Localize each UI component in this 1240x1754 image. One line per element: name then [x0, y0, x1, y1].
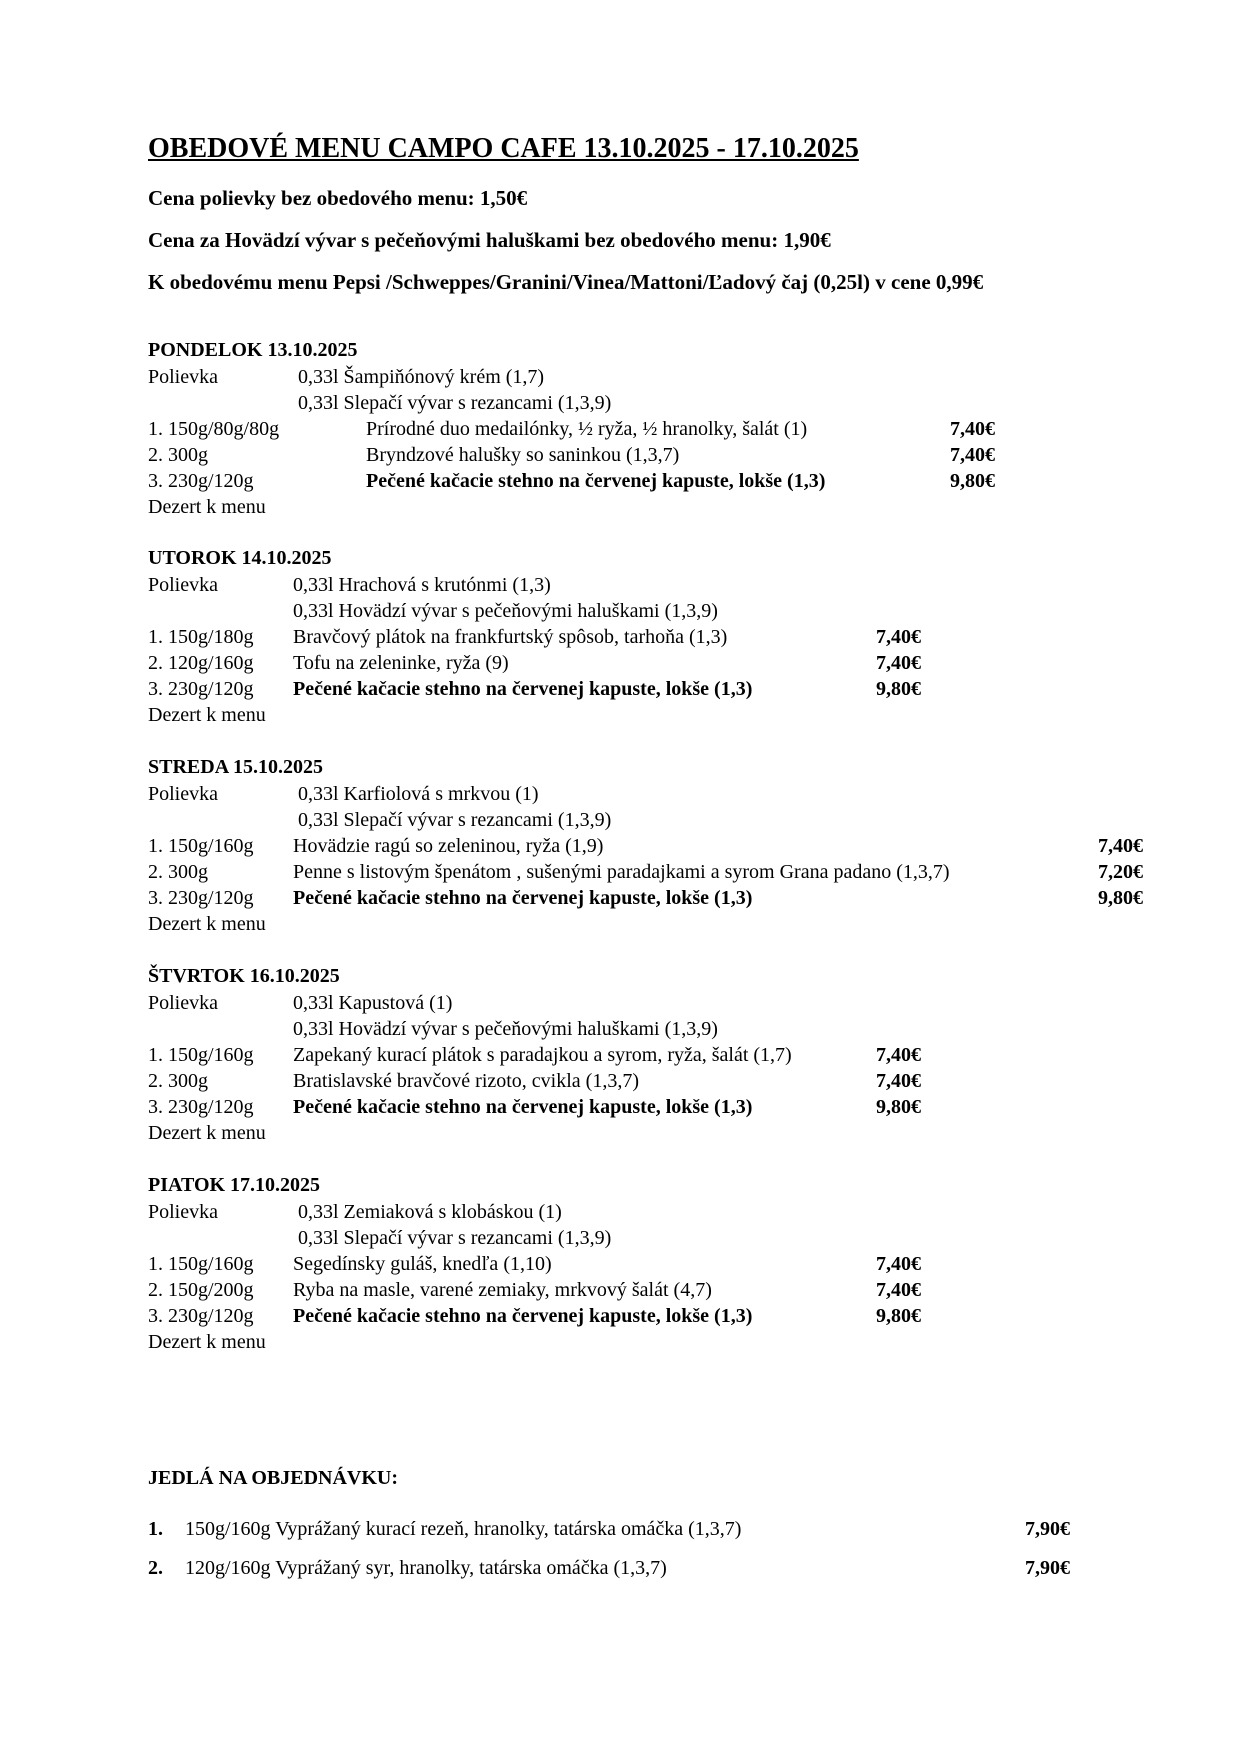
menu-item-weight: 230g/120g [168, 887, 254, 909]
order-item-number: 2. [148, 1557, 163, 1579]
order-item-price: 7,90€ [1025, 1518, 1070, 1540]
day-title: PIATOK 17.10.2025 [148, 1174, 321, 1196]
dessert-note: Dezert k menu [148, 913, 266, 935]
menu-item-name: Bryndzové halušky so saninkou (1,3,7) [366, 444, 680, 466]
soup-item: 0,33l Karfiolová s mrkvou (1) [298, 783, 539, 805]
drink-offer-note: K obedovému menu Pepsi /Schweppes/Granini/Vinea/Mattoni/Ľadový čaj (0,25l) v cene 0,99€ [148, 270, 984, 294]
day-title: PONDELOK 13.10.2025 [148, 339, 358, 361]
menu-item-name: Ryba na masle, varené zemiaky, mrkvový šalát (4,7) [293, 1279, 712, 1301]
menu-item-number: 2. [148, 444, 163, 466]
dessert-note: Dezert k menu [148, 496, 266, 518]
day-title: STREDA 15.10.2025 [148, 756, 324, 778]
soup-label: Polievka [148, 366, 218, 388]
menu-item-price: 7,40€ [1098, 835, 1143, 857]
dessert-note: Dezert k menu [148, 1331, 266, 1353]
soup-label: Polievka [148, 574, 218, 596]
menu-item-number: 1. [148, 418, 163, 440]
soup-item: 0,33l Kapustová (1) [293, 992, 453, 1014]
menu-item-price: 7,40€ [876, 1253, 921, 1275]
menu-item-weight: 150g/200g [168, 1279, 254, 1301]
menu-item-weight: 150g/160g [168, 1044, 254, 1066]
menu-item-name: Zapekaný kurací plátok s paradajkou a syrom, ryža, šalát (1,7) [293, 1044, 792, 1066]
soup-item: 0,33l Hrachová s krutónmi (1,3) [293, 574, 551, 596]
menu-item-weight: 150g/80g/80g [168, 418, 280, 440]
soup-item: 0,33l Slepačí vývar s rezancami (1,3,9) [298, 392, 612, 414]
soup-label: Polievka [148, 1201, 218, 1223]
soup-item: 0,33l Slepačí vývar s rezancami (1,3,9) [298, 809, 612, 831]
menu-item-number: 2. [148, 652, 163, 674]
menu-item-number: 1. [148, 1253, 163, 1275]
menu-item-number: 1. [148, 626, 163, 648]
day-title: UTOROK 14.10.2025 [148, 547, 332, 569]
menu-item-price: 7,40€ [876, 652, 921, 674]
order-section-title: JEDLÁ NA OBJEDNÁVKU: [148, 1467, 399, 1489]
menu-item-weight: 150g/160g [168, 1253, 254, 1275]
menu-item-number: 1. [148, 835, 163, 857]
soup-label: Polievka [148, 783, 218, 805]
menu-item-weight: 230g/120g [168, 1096, 254, 1118]
menu-item-number: 2. [148, 861, 163, 883]
menu-item-weight: 120g/160g [168, 652, 254, 674]
menu-item-weight: 300g [168, 861, 208, 883]
menu-item-name: Pečené kačacie stehno na červenej kapuste, lokše (1,3) [366, 470, 826, 492]
menu-item-weight: 230g/120g [168, 1305, 254, 1327]
menu-item-name: Pečené kačacie stehno na červenej kapuste, lokše (1,3) [293, 678, 753, 700]
menu-item-number: 3. [148, 1305, 163, 1327]
menu-item-number: 3. [148, 678, 163, 700]
menu-item-price: 7,40€ [876, 1044, 921, 1066]
order-item-text: 150g/160g Vyprážaný kurací rezeň, hranolky, tatárska omáčka (1,3,7) [185, 1518, 742, 1540]
dessert-note: Dezert k menu [148, 704, 266, 726]
menu-item-price: 7,40€ [950, 444, 995, 466]
menu-item-weight: 300g [168, 444, 208, 466]
soup-item: 0,33l Zemiaková s klobáskou (1) [298, 1201, 562, 1223]
broth-price-note: Cena za Hovädzí vývar s pečeňovými haluškami bez obedového menu: 1,90€ [148, 228, 831, 252]
menu-item-number: 3. [148, 470, 163, 492]
menu-item-price: 7,40€ [876, 626, 921, 648]
menu-item-name: Pečené kačacie stehno na červenej kapuste, lokše (1,3) [293, 887, 753, 909]
menu-item-price: 9,80€ [876, 1305, 921, 1327]
menu-item-price: 9,80€ [876, 1096, 921, 1118]
soup-price-note: Cena polievky bez obedového menu: 1,50€ [148, 186, 528, 210]
day-title: ŠTVRTOK 16.10.2025 [148, 965, 340, 987]
menu-item-weight: 230g/120g [168, 470, 254, 492]
menu-item-price: 7,20€ [1098, 861, 1143, 883]
page-title: OBEDOVÉ MENU CAMPO CAFE 13.10.2025 - 17.10.2025 [148, 133, 859, 164]
menu-item-weight: 150g/180g [168, 626, 254, 648]
menu-item-name: Hovädzie ragú so zeleninou, ryža (1,9) [293, 835, 604, 857]
menu-item-name: Penne s listovým špenátom , sušenými paradajkami a syrom Grana padano (1,3,7) [293, 861, 950, 883]
menu-item-price: 7,40€ [876, 1279, 921, 1301]
menu-item-number: 2. [148, 1070, 163, 1092]
soup-item: 0,33l Šampiňónový krém (1,7) [298, 366, 545, 388]
menu-item-price: 7,40€ [876, 1070, 921, 1092]
menu-item-number: 3. [148, 887, 163, 909]
menu-item-name: Pečené kačacie stehno na červenej kapuste, lokše (1,3) [293, 1096, 753, 1118]
menu-item-name: Segedínsky guláš, knedľa (1,10) [293, 1253, 552, 1275]
soup-label: Polievka [148, 992, 218, 1014]
menu-item-number: 2. [148, 1279, 163, 1301]
menu-item-number: 3. [148, 1096, 163, 1118]
soup-item: 0,33l Hovädzí vývar s pečeňovými haluškami (1,3,9) [293, 600, 718, 622]
menu-item-weight: 150g/160g [168, 835, 254, 857]
order-item-text: 120g/160g Vyprážaný syr, hranolky, tatárska omáčka (1,3,7) [185, 1557, 667, 1579]
soup-item: 0,33l Slepačí vývar s rezancami (1,3,9) [298, 1227, 612, 1249]
menu-item-name: Bravčový plátok na frankfurtský spôsob, tarhoňa (1,3) [293, 626, 728, 648]
menu-item-price: 7,40€ [950, 418, 995, 440]
menu-item-name: Prírodné duo medailónky, ½ ryža, ½ hranolky, šalát (1) [366, 418, 808, 440]
menu-item-price: 9,80€ [950, 470, 995, 492]
order-item-price: 7,90€ [1025, 1557, 1070, 1579]
soup-item: 0,33l Hovädzí vývar s pečeňovými haluškami (1,3,9) [293, 1018, 718, 1040]
menu-item-name: Bratislavské bravčové rizoto, cvikla (1,3,7) [293, 1070, 639, 1092]
menu-item-price: 9,80€ [876, 678, 921, 700]
menu-item-number: 1. [148, 1044, 163, 1066]
menu-item-name: Pečené kačacie stehno na červenej kapuste, lokše (1,3) [293, 1305, 753, 1327]
menu-item-weight: 230g/120g [168, 678, 254, 700]
dessert-note: Dezert k menu [148, 1122, 266, 1144]
menu-item-price: 9,80€ [1098, 887, 1143, 909]
menu-item-name: Tofu na zeleninke, ryža (9) [293, 652, 509, 674]
order-item-number: 1. [148, 1518, 163, 1540]
menu-item-weight: 300g [168, 1070, 208, 1092]
